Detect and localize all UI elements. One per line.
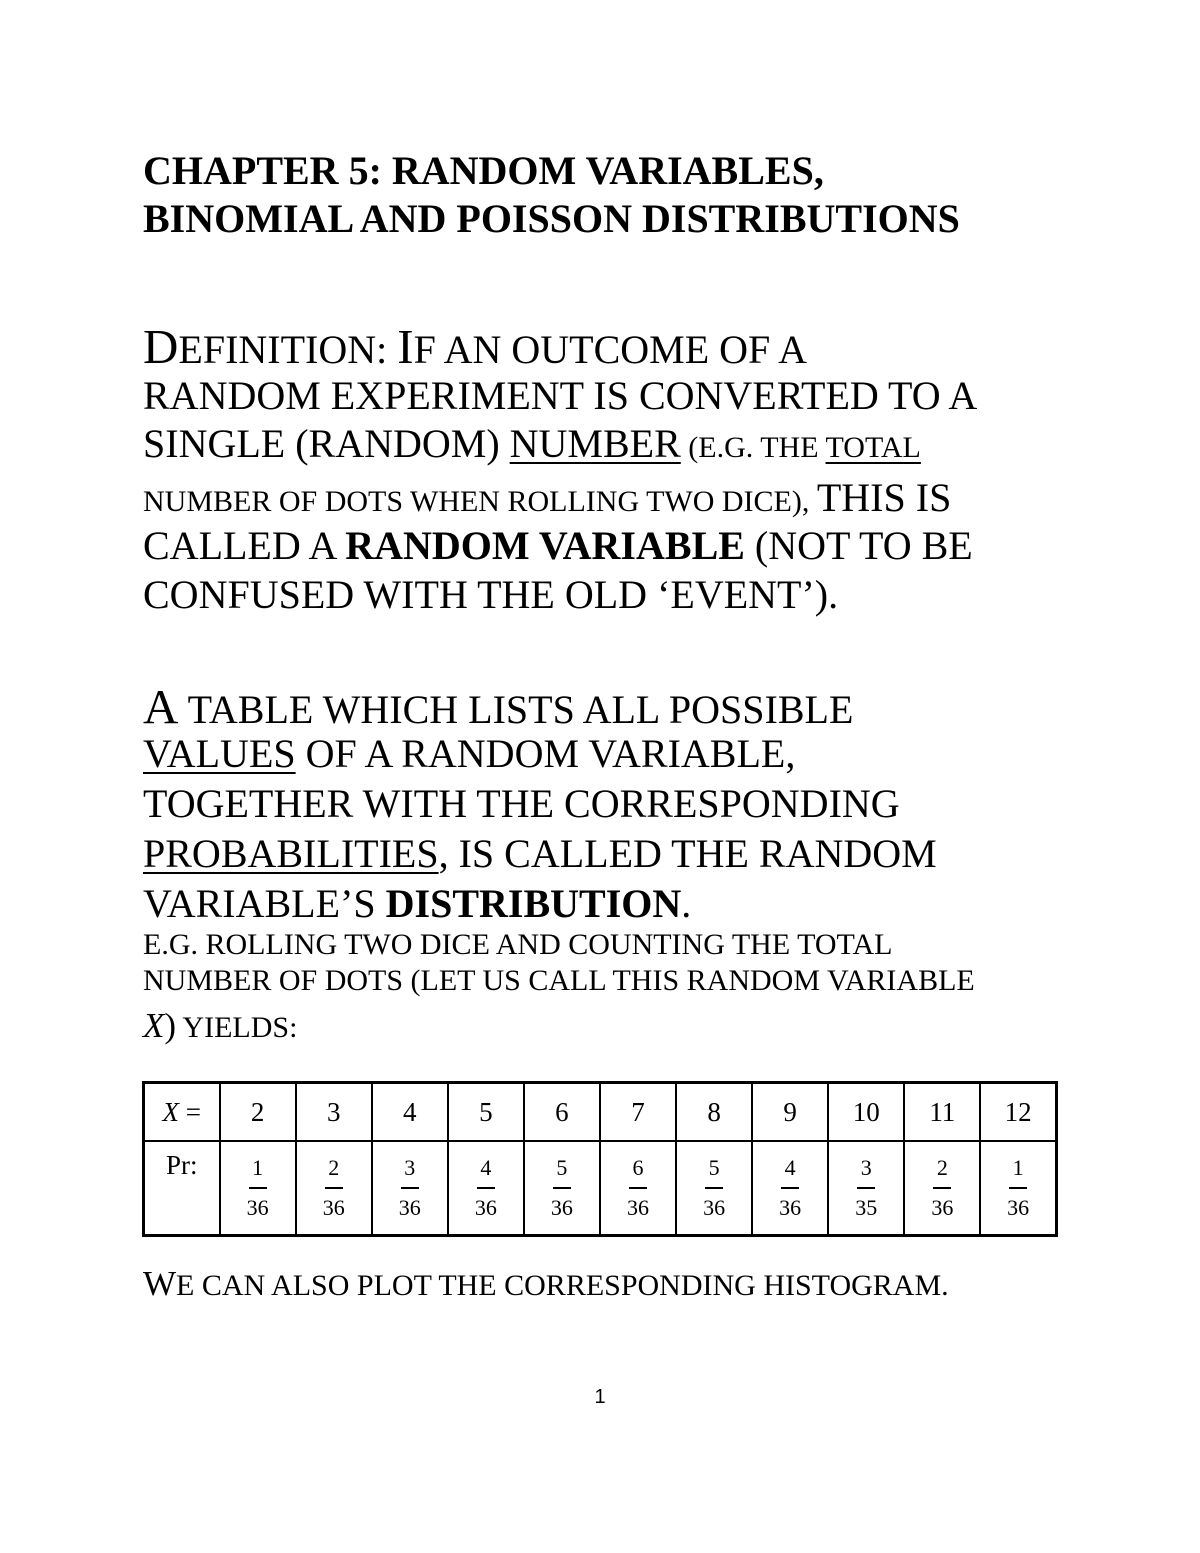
example-text: ) <box>164 1006 177 1045</box>
definition-line-6: CONFUSED WITH THE OLD ‘EVENT’). <box>143 572 839 617</box>
table-row-values <box>144 1083 1057 1142</box>
distribution-text: VARIABLE’S <box>143 881 386 926</box>
histogram-drop-w: W <box>143 1264 177 1303</box>
chapter-title-line-2: BINOMIAL AND POISSON DISTRIBUTIONS <box>143 196 960 241</box>
probability-cell <box>828 1141 904 1236</box>
value-cell: 7 <box>600 1083 676 1142</box>
definition-line-1 <box>143 318 807 375</box>
histogram-text: E CAN ALSO PLOT THE CORRESPONDING HISTOGRAM. <box>176 1269 949 1302</box>
numerator: 2 <box>328 1155 340 1180</box>
x-header-cell <box>144 1083 220 1142</box>
example-text: YIELDS: <box>176 1011 298 1044</box>
fraction-bar <box>857 1187 875 1189</box>
numerator: 4 <box>784 1155 796 1180</box>
definition-line-3 <box>143 420 921 467</box>
definition-drop-d: D <box>143 319 179 374</box>
numerator: 5 <box>708 1155 720 1180</box>
distribution-table <box>142 1081 1058 1237</box>
numerator: 5 <box>556 1155 568 1180</box>
probability-cell <box>448 1141 524 1236</box>
probability-cell <box>600 1141 676 1236</box>
value-cell: 12 <box>980 1083 1056 1142</box>
bold-random-variable: RANDOM VARIABLE <box>345 523 745 568</box>
value-cell: 2 <box>220 1083 296 1142</box>
numerator: 1 <box>1012 1155 1024 1180</box>
denominator: 36 <box>322 1195 345 1220</box>
fraction <box>551 1155 573 1221</box>
probability-cell <box>904 1141 980 1236</box>
denominator: 36 <box>398 1195 421 1220</box>
value-cell: 9 <box>752 1083 828 1142</box>
x-header-eq: = <box>179 1096 202 1127</box>
example-line-3 <box>143 1006 297 1046</box>
fraction <box>779 1155 801 1221</box>
fraction-bar <box>705 1187 723 1189</box>
denominator: 36 <box>550 1195 573 1220</box>
definition-text: (E.G. THE <box>680 431 826 464</box>
numerator: 4 <box>480 1155 492 1180</box>
definition-line-4 <box>143 474 951 521</box>
distribution-line-3: TOGETHER WITH THE CORRESPONDING <box>143 781 900 826</box>
numerator: 1 <box>252 1155 264 1180</box>
bold-distribution: DISTRIBUTION <box>385 881 682 926</box>
definition-text: CALLED A <box>143 523 346 568</box>
numerator: 3 <box>860 1155 872 1180</box>
distribution-line-5 <box>143 880 691 927</box>
denominator: 36 <box>246 1195 269 1220</box>
chapter-title-line-1: CHAPTER 5: RANDOM VARIABLES, <box>143 148 824 193</box>
fraction <box>475 1155 497 1221</box>
definition-text: THIS IS <box>816 475 952 520</box>
underlined-number: NUMBER <box>509 421 681 466</box>
fraction-bar <box>1009 1187 1027 1189</box>
fraction-bar <box>401 1187 419 1189</box>
fraction-bar <box>325 1187 343 1189</box>
definition-line-5 <box>143 522 973 569</box>
value-cell: 8 <box>676 1083 752 1142</box>
value-cell: 6 <box>524 1083 600 1142</box>
example-line-2: NUMBER OF DOTS (LET US CALL THIS RANDOM VARIABLE <box>143 964 975 997</box>
definition-text: EFINITION: <box>178 327 398 372</box>
distribution-text: TABLE WHICH LISTS ALL POSSIBLE <box>178 687 854 732</box>
distribution-line-2 <box>143 730 795 777</box>
histogram-line <box>143 1264 949 1304</box>
fraction-bar <box>249 1187 267 1189</box>
numerator: 3 <box>404 1155 416 1180</box>
fraction <box>703 1155 725 1221</box>
fraction-bar <box>629 1187 647 1189</box>
denominator: 36 <box>779 1195 802 1220</box>
distribution-text: . <box>681 881 692 926</box>
fraction <box>627 1155 649 1221</box>
value-cell: 10 <box>828 1083 904 1142</box>
fraction <box>931 1155 953 1221</box>
value-cell: 3 <box>296 1083 372 1142</box>
numerator: 2 <box>936 1155 948 1180</box>
denominator: 35 <box>855 1195 878 1220</box>
denominator: 36 <box>1007 1195 1030 1220</box>
distribution-line-1 <box>143 678 853 735</box>
distribution-text: OF A RANDOM VARIABLE, <box>295 731 796 776</box>
denominator: 36 <box>474 1195 497 1220</box>
definition-text: (NOT TO BE <box>744 523 973 568</box>
fraction <box>855 1155 877 1221</box>
definition-drop-i: I <box>397 319 414 374</box>
value-cell: 5 <box>448 1083 524 1142</box>
definition-text: SINGLE (RANDOM) <box>143 421 510 466</box>
distribution-drop-a: A <box>143 679 179 734</box>
numerator: 6 <box>632 1155 644 1180</box>
underlined-values: VALUES <box>143 731 296 776</box>
fraction-bar <box>553 1187 571 1189</box>
probability-cell <box>296 1141 372 1236</box>
probability-cell <box>980 1141 1056 1236</box>
value-cell: 11 <box>904 1083 980 1142</box>
fraction <box>1007 1155 1029 1221</box>
fraction <box>247 1155 269 1221</box>
variable-x: X <box>143 1006 165 1045</box>
page-number: 1 <box>594 1386 606 1408</box>
denominator: 36 <box>931 1195 954 1220</box>
x-header-var: X <box>162 1096 180 1127</box>
definition-line-2: RANDOM EXPERIMENT IS CONVERTED TO A <box>143 373 978 418</box>
denominator: 36 <box>703 1195 726 1220</box>
denominator: 36 <box>627 1195 649 1220</box>
definition-text: F AN OUTCOME OF A <box>413 327 807 372</box>
fraction-bar <box>477 1187 495 1189</box>
probability-cell <box>372 1141 448 1236</box>
fraction <box>399 1155 421 1221</box>
pr-header-cell: Pr: <box>144 1141 220 1236</box>
probability-cell <box>752 1141 828 1236</box>
distribution-text: , IS CALLED THE RANDOM <box>438 831 937 876</box>
probability-cell <box>524 1141 600 1236</box>
probability-cell <box>676 1141 752 1236</box>
table-row-probabilities <box>144 1141 1057 1236</box>
underlined-probabilities: PROBABILITIES <box>143 831 439 876</box>
probability-cell <box>220 1141 296 1236</box>
value-cell: 4 <box>372 1083 448 1142</box>
fraction-bar <box>933 1187 951 1189</box>
fraction <box>323 1155 345 1221</box>
definition-text: NUMBER OF DOTS WHEN ROLLING TWO DICE), <box>143 485 817 518</box>
fraction-bar <box>781 1187 799 1189</box>
distribution-line-4 <box>143 830 937 877</box>
underlined-total: TOTAL <box>825 431 921 464</box>
example-line-1: E.G. ROLLING TWO DICE AND COUNTING THE TOTAL <box>143 928 893 961</box>
